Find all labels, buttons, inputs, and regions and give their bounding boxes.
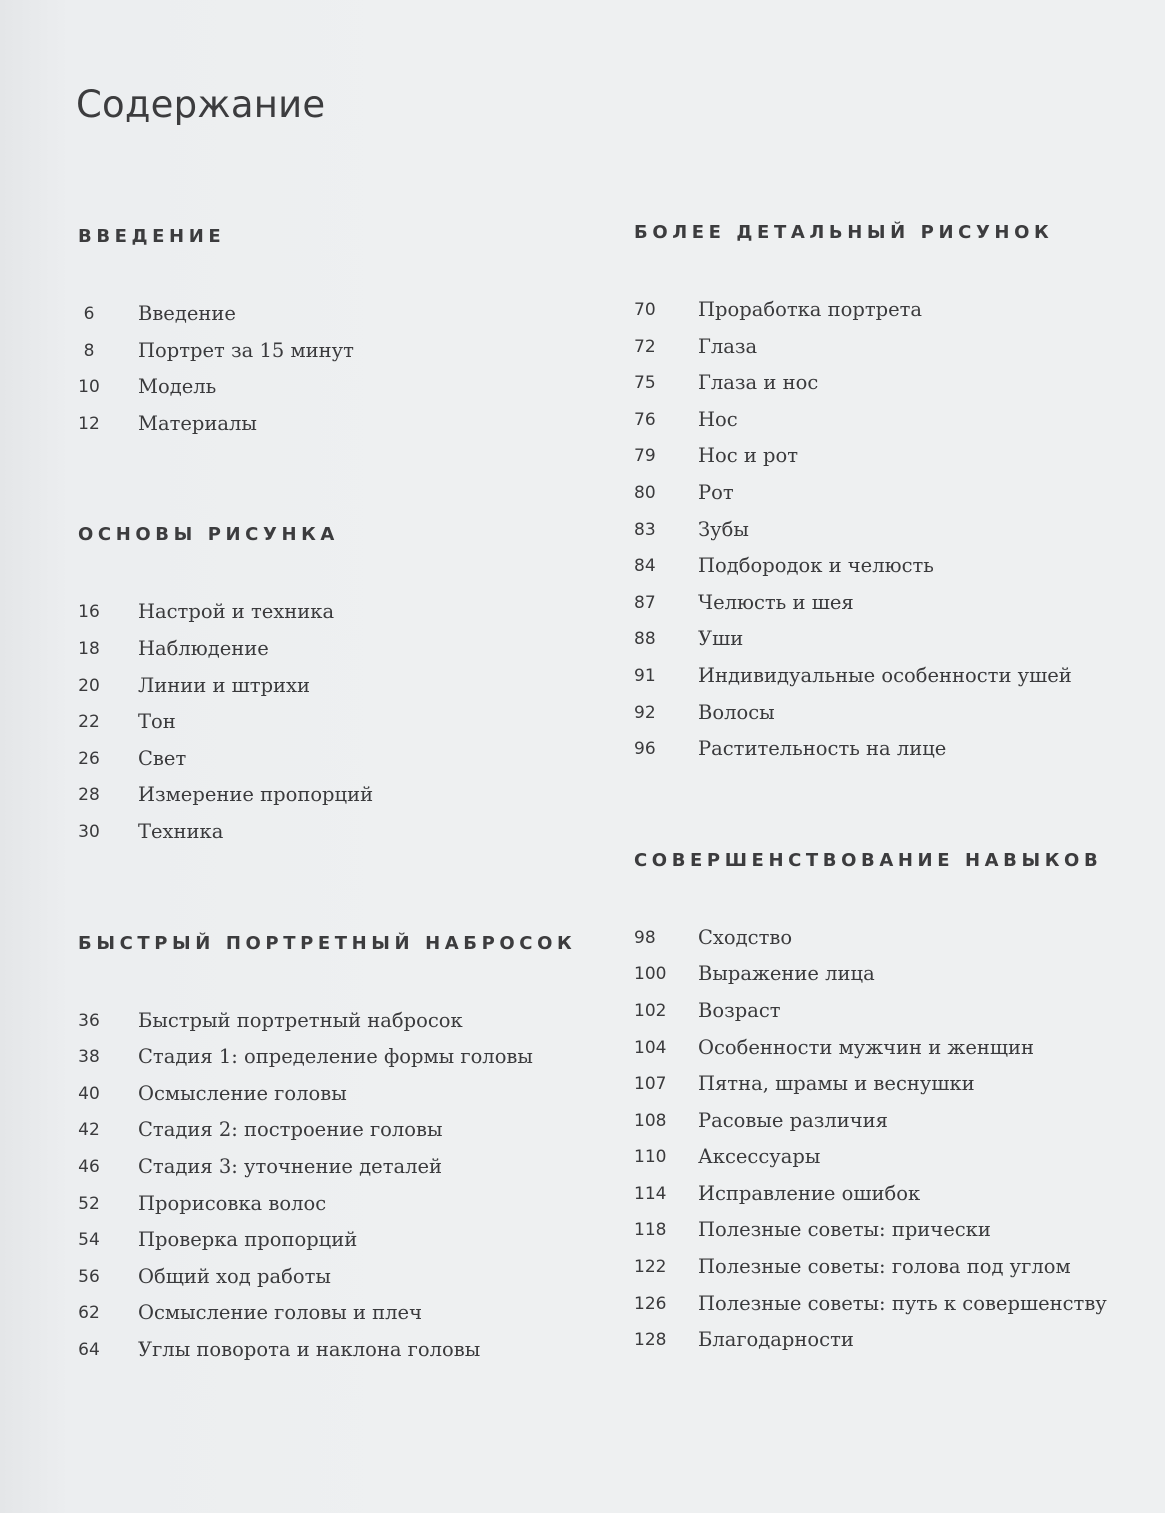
toc-entry — [634, 365, 1154, 402]
toc-entry-label: Портрет за 15 минут — [138, 338, 354, 362]
toc-entry-label: Сходство — [698, 925, 793, 949]
toc-entry — [78, 1186, 598, 1223]
toc-entry-page-number: 28 — [78, 785, 100, 806]
toc-entry-page-number: 54 — [78, 1230, 100, 1251]
toc-entry — [634, 731, 1154, 768]
toc-entry-label: Углы поворота и наклона головы — [138, 1337, 481, 1361]
toc-entry-page-number: 22 — [78, 712, 100, 733]
toc-entry-page-number: 76 — [634, 409, 656, 430]
toc-entry-page-number: 36 — [78, 1010, 100, 1031]
toc-entry — [634, 956, 1154, 993]
toc-entry-page-number: 20 — [78, 675, 100, 696]
toc-entry-page-number: 104 — [634, 1037, 667, 1058]
toc-entry-page-number: 110 — [634, 1147, 667, 1168]
toc-entry-label: Техника — [138, 819, 224, 843]
toc-section — [634, 218, 1154, 768]
toc-entry-page-number: 100 — [634, 964, 667, 985]
toc-entry-page-number: 75 — [634, 373, 656, 394]
section-heading: СОВЕРШЕНСТВОВАНИЕ НАВЫКОВ — [634, 849, 1103, 871]
toc-entry — [78, 594, 598, 631]
toc-entry-label: Исправление ошибок — [698, 1181, 921, 1205]
toc-entry-page-number: 80 — [634, 482, 656, 503]
toc-entry-label: Быстрый портретный набросок — [138, 1008, 463, 1032]
section-heading: ВВЕДЕНИЕ — [78, 226, 226, 247]
toc-entry — [634, 1212, 1154, 1249]
toc-entry-label: Материалы — [138, 411, 257, 435]
section-spacer — [78, 442, 598, 520]
toc-entry-page-number: 88 — [634, 629, 656, 650]
toc-entry-page-number: 128 — [634, 1330, 667, 1351]
section-spacer — [634, 768, 1154, 846]
toc-entry-label: Модель — [138, 375, 217, 399]
toc-entry-label: Измерение пропорций — [138, 783, 374, 807]
toc-entry-page-number: 84 — [634, 556, 656, 577]
toc-entry — [634, 548, 1154, 585]
toc-entry-page-number: 6 — [83, 304, 95, 324]
toc-entry-page-number: 126 — [634, 1293, 667, 1314]
toc-entry-page-number: 62 — [78, 1303, 100, 1324]
toc-entry-label: Волосы — [698, 700, 775, 724]
toc-entry-page-number: 40 — [78, 1083, 100, 1104]
toc-entry-list — [78, 594, 598, 850]
toc-entry — [78, 1222, 598, 1259]
toc-entry-page-number: 30 — [78, 821, 100, 842]
toc-entry-label: Челюсть и шея — [698, 590, 854, 614]
toc-entry-page-number: 56 — [78, 1266, 100, 1287]
toc-entry — [634, 1103, 1154, 1140]
toc-entry — [634, 695, 1154, 732]
toc-entry-page-number: 118 — [634, 1220, 667, 1241]
toc-entry-page-number: 10 — [78, 377, 100, 398]
toc-section — [78, 520, 598, 850]
toc-entry — [634, 402, 1154, 439]
toc-entry — [634, 475, 1154, 512]
toc-section — [634, 846, 1154, 1359]
toc-entry-label: Уши — [698, 627, 744, 651]
toc-entry-label: Нос и рот — [698, 444, 799, 468]
toc-entry — [78, 1112, 598, 1149]
toc-entry — [78, 406, 598, 443]
toc-entry — [78, 369, 598, 406]
toc-entry-page-number: 46 — [78, 1156, 100, 1177]
toc-entry — [78, 631, 598, 668]
toc-entry — [634, 621, 1154, 658]
toc-entry — [78, 1003, 598, 1040]
toc-entry-label: Осмысление головы и плеч — [138, 1301, 422, 1325]
toc-entry-label: Полезные советы: путь к совершенству — [698, 1291, 1107, 1315]
toc-entry — [634, 1139, 1154, 1176]
toc-entry-page-number: 114 — [634, 1183, 667, 1204]
toc-entry — [634, 512, 1154, 549]
toc-entry-page-number: 72 — [634, 336, 656, 357]
toc-right-column — [634, 218, 1154, 1359]
toc-entry-page-number: 79 — [634, 446, 656, 467]
toc-entry — [634, 920, 1154, 957]
toc-entry-page-number: 87 — [634, 592, 656, 613]
section-heading: БЫСТРЫЙ ПОРТРЕТНЫЙ НАБРОСОК — [78, 932, 577, 954]
toc-entry — [634, 438, 1154, 475]
toc-entry — [634, 292, 1154, 329]
toc-entry — [634, 1030, 1154, 1067]
toc-entry — [634, 1066, 1154, 1103]
toc-entry-label: Пятна, шрамы и веснушки — [698, 1072, 975, 1096]
toc-entry-label: Прорисовка волос — [138, 1191, 327, 1215]
toc-entry — [78, 333, 598, 370]
section-heading: БОЛЕЕ ДЕТАЛЬНЫЙ РИСУНОК — [634, 222, 1054, 243]
toc-entry — [78, 1076, 598, 1113]
toc-entry-label: Рот — [698, 480, 734, 504]
toc-entry-label: Наблюдение — [138, 636, 269, 660]
toc-entry-page-number: 16 — [78, 602, 100, 623]
toc-entry-page-number: 38 — [78, 1047, 100, 1068]
toc-entry-label: Общий ход работы — [138, 1264, 331, 1288]
toc-entry-label: Глаза и нос — [698, 371, 819, 395]
page-title: Содержание — [76, 82, 326, 126]
section-heading: ОСНОВЫ РИСУНКА — [78, 524, 339, 546]
toc-entry-label: Свет — [138, 746, 187, 770]
toc-entry-label: Особенности мужчин и женщин — [698, 1035, 1035, 1059]
toc-entry-label: Подбородок и челюсть — [698, 554, 934, 578]
toc-entry-label: Стадия 1: определение формы головы — [138, 1045, 533, 1069]
toc-entry — [634, 585, 1154, 622]
toc-entry-label: Линии и штрихи — [138, 673, 311, 697]
toc-entry — [634, 1249, 1154, 1286]
toc-entry-list — [78, 296, 598, 442]
toc-entry-label: Индивидуальные особенности ушей — [698, 663, 1072, 687]
toc-entry-list — [634, 920, 1154, 1359]
toc-entry-page-number: 8 — [83, 340, 95, 361]
toc-entry — [78, 1149, 598, 1186]
toc-entry-page-number: 122 — [634, 1257, 667, 1278]
toc-entry-page-number: 96 — [634, 739, 656, 760]
toc-entry-page-number: 18 — [78, 638, 100, 659]
toc-entry-label: Нос — [698, 407, 738, 431]
toc-section — [78, 929, 598, 1369]
toc-entry-label: Растительность на лице — [698, 737, 947, 761]
toc-entry-label: Стадия 2: построение головы — [138, 1118, 443, 1142]
toc-entry-label: Стадия 3: уточнение деталей — [138, 1154, 443, 1178]
toc-entry-label: Тон — [138, 710, 176, 734]
toc-entry-page-number: 102 — [634, 1000, 667, 1021]
toc-left-column — [78, 222, 598, 1368]
toc-entry-page-number: 12 — [78, 413, 100, 434]
toc-entry — [78, 814, 598, 851]
toc-entry-label: Проверка пропорций — [138, 1228, 358, 1252]
toc-entry-label: Расовые различия — [698, 1108, 888, 1132]
toc-entry-page-number: 42 — [78, 1120, 100, 1141]
toc-entry — [78, 1295, 598, 1332]
toc-entry-page-number: 52 — [78, 1193, 100, 1214]
toc-entry — [78, 777, 598, 814]
toc-entry — [78, 1332, 598, 1369]
toc-entry — [634, 993, 1154, 1030]
toc-section — [78, 222, 598, 442]
toc-entry-label: Полезные советы: голова под углом — [698, 1255, 1071, 1279]
toc-entry-page-number: 83 — [634, 519, 656, 540]
toc-entry-label: Введение — [138, 302, 236, 325]
toc-entry-list — [78, 1003, 598, 1369]
toc-entry-page-number: 108 — [634, 1110, 667, 1131]
toc-entry-label: Благодарности — [698, 1328, 854, 1352]
toc-entry-label: Глаза — [698, 334, 758, 358]
toc-entry-list — [634, 292, 1154, 768]
toc-entry — [634, 329, 1154, 366]
toc-entry-label: Осмысление головы — [138, 1081, 347, 1105]
toc-entry — [634, 1176, 1154, 1213]
toc-entry — [78, 1259, 598, 1296]
toc-entry-label: Проработка портрета — [698, 298, 923, 321]
toc-entry — [634, 1322, 1154, 1359]
toc-entry — [78, 296, 598, 333]
toc-entry-label: Аксессуары — [698, 1145, 821, 1169]
section-spacer — [78, 851, 598, 929]
toc-entry — [634, 1286, 1154, 1323]
toc-entry — [634, 658, 1154, 695]
toc-entry-page-number: 70 — [634, 300, 656, 320]
toc-entry-label: Настрой и техника — [138, 600, 335, 624]
toc-entry-label: Возраст — [698, 998, 781, 1022]
toc-entry — [78, 741, 598, 778]
toc-entry — [78, 704, 598, 741]
toc-entry-label: Полезные советы: прически — [698, 1218, 991, 1242]
toc-entry-page-number: 98 — [634, 927, 656, 948]
toc-entry-page-number: 64 — [78, 1339, 100, 1360]
toc-entry-page-number: 91 — [634, 665, 656, 686]
toc-entry — [78, 668, 598, 705]
toc-entry-page-number: 92 — [634, 702, 656, 723]
toc-entry-page-number: 26 — [78, 748, 100, 769]
toc-entry — [78, 1039, 598, 1076]
toc-entry-label: Зубы — [698, 517, 749, 541]
toc-entry-page-number: 107 — [634, 1074, 667, 1095]
toc-entry-label: Выражение лица — [698, 962, 875, 986]
